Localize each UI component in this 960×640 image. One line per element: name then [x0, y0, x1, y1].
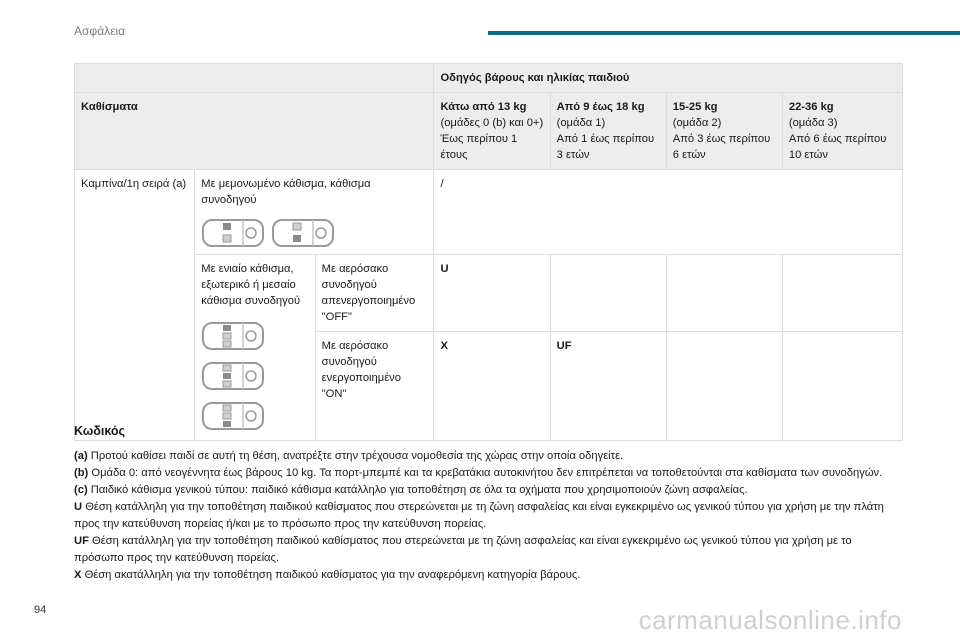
section-title: Ασφάλεια	[74, 24, 126, 38]
legend-key: UF	[74, 535, 89, 547]
seats-header: Καθίσματα	[75, 93, 434, 170]
airbag-off-cell	[315, 255, 434, 332]
legend-item	[74, 499, 904, 533]
individual-seat-cell	[195, 170, 434, 255]
weight-title: Κάτω από 13 kg	[440, 101, 527, 113]
airbag-line: ενεργοποιημένο "ON"	[321, 372, 402, 400]
weight-line: 3 ετών	[556, 149, 590, 161]
legend-item	[74, 567, 904, 584]
weight-column-header	[666, 93, 782, 170]
airbag-line: συνοδηγού	[321, 356, 377, 368]
airbag-line: Με αερόσακο	[321, 340, 389, 352]
weight-line: (ομάδα 3)	[788, 117, 838, 129]
weight-line: 10 ετών	[788, 149, 828, 161]
legend-text: Προτού καθίσει παιδί σε αυτή τη θέση, ανατρέξτε στην τρέχουσα νομοθεσία της χώρας στην οποία οδηγείτε.	[90, 450, 624, 462]
legend-key: U	[74, 501, 83, 513]
van-seat-icon	[201, 218, 265, 248]
weight-title: 22-36 kg	[788, 101, 834, 113]
bench-seat-cell	[195, 255, 315, 441]
legend-key: (c)	[74, 484, 88, 496]
suitability-value	[666, 255, 782, 332]
empty-header-cell	[75, 64, 434, 93]
legend-key: (a)	[74, 450, 88, 462]
airbag-line: συνοδηγού	[321, 279, 377, 291]
legend-title: Κωδικός	[74, 424, 126, 438]
weight-line: Από 1 έως περίπου	[556, 133, 655, 145]
weight-column-header	[782, 93, 902, 170]
bench-seat-line: Με ενιαίο κάθισμα,	[201, 263, 294, 275]
section-accent-bar	[488, 31, 960, 35]
legend-key: X	[74, 569, 82, 581]
van-seat-icon	[201, 361, 265, 391]
suitability-value: UF	[550, 332, 666, 441]
legend-item	[74, 448, 904, 465]
weight-title: Από 9 έως 18 kg	[556, 101, 645, 113]
bench-seat-line: εξωτερικό ή μεσαίο	[201, 279, 296, 291]
airbag-line: Με αερόσακο	[321, 263, 389, 275]
legend-text: Παιδικό κάθισμα γενικού τύπου: παιδικό κάθισμα κατάλληλο για τοποθέτηση σε όλα τα οχήματα που χρησιμοποιούν ζώνη ασφαλείας.	[90, 484, 748, 496]
weight-line: (ομάδες 0 (b) και 0+)	[440, 117, 544, 129]
legend-text: Θέση κατάλληλη για την τοποθέτηση παιδικού καθίσματος που στερεώνεται με τη ζώνη ασφαλείας και είναι εγκεκριμένο ως γενικού τύπου για χρήση με την πλάτη προς την κατεύθυνση πορείας ή/και με το πρόσωπο προς την κατεύθυνση πορείας.	[74, 501, 884, 530]
airbag-line: απενεργοποιημένο	[321, 295, 416, 307]
row-label: Καμπίνα/1η σειρά (a)	[75, 170, 195, 441]
weight-line: Από 3 έως περίπου	[672, 133, 771, 145]
suitability-value	[782, 255, 902, 332]
airbag-line: "OFF"	[321, 311, 352, 323]
suitability-value	[550, 255, 666, 332]
bench-seat-line: κάθισμα συνοδηγού	[201, 295, 301, 307]
group-header: Οδηγός βάρους και ηλικίας παιδιού	[434, 64, 903, 93]
weight-column-header	[550, 93, 666, 170]
individual-seat-label: Με μεμονωμένο κάθισμα, κάθισμα συνοδηγού	[201, 178, 371, 206]
weight-column-header	[434, 93, 550, 170]
suitability-value: X	[434, 332, 550, 441]
individual-seat-value: /	[434, 170, 903, 255]
weight-title: 15-25 kg	[672, 101, 718, 113]
van-seat-icon	[271, 218, 335, 248]
legend-text: Θέση ακατάλληλη για την τοποθέτηση παιδικού καθίσματος για την αναφερόμενη κατηγορία βάρους.	[84, 569, 581, 581]
legend-item	[74, 533, 904, 567]
weight-line: 6 ετών	[672, 149, 706, 161]
child-seat-table	[74, 63, 903, 441]
van-seat-icon	[201, 321, 265, 351]
weight-line: (ομάδα 2)	[672, 117, 722, 129]
legend-item	[74, 482, 904, 499]
legend-key: (b)	[74, 467, 89, 479]
weight-line: Από 6 έως περίπου	[788, 133, 887, 145]
legend-item	[74, 465, 904, 482]
weight-line: Έως περίπου 1 έτους	[440, 133, 518, 161]
watermark: carmanualsonline.info	[638, 605, 902, 635]
suitability-value: U	[434, 255, 550, 332]
legend-text: Ομάδα 0: από νεογέννητα έως βάρους 10 kg. Τα πορτ-μπεμπέ και τα κρεβατάκια αυτοκινήτου δεν επιτρέπεται να τοποθετούνται στα καθίσματα των συνοδηγών.	[91, 467, 883, 479]
legend-text: Θέση κατάλληλη για την τοποθέτηση παιδικού καθίσματος που στερεώνεται με τη ζώνη ασφαλείας και είναι εγκεκριμένο ως γενικού τύπου για χρήση με το πρόσωπο προς την κατεύθυνση πορείας.	[74, 535, 852, 564]
legend	[74, 423, 904, 584]
page-number: 94	[34, 604, 47, 616]
weight-line: (ομάδα 1)	[556, 117, 606, 129]
